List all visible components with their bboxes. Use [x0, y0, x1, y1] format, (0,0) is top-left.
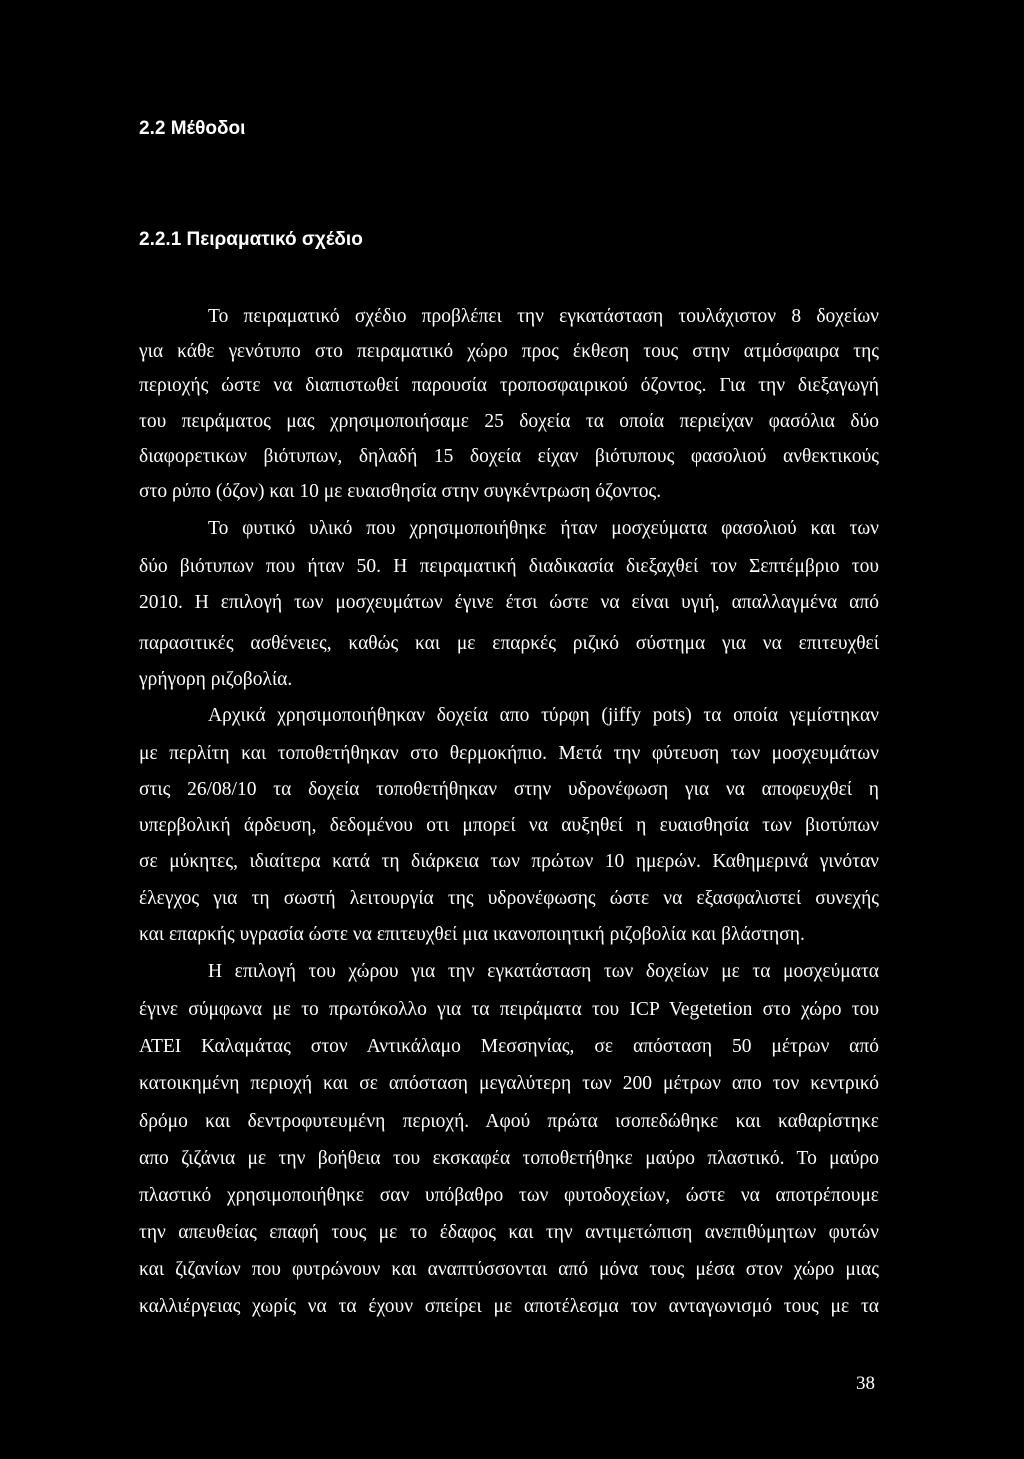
paragraph-line: και επαρκής υγρασία ώστε να επιτευχθεί μια ικανοποιητική ριζοβολία και βλάστηση. — [139, 924, 805, 945]
paragraph-line: με περλίτη και τοποθετήθηκαν στο θερμοκήπιο. Μετά την φύτευση των μοσχευμάτων — [139, 743, 879, 764]
paragraph-line: ΑΤΕΙ Καλαμάτας στον Αντικάλαμο Μεσσηνίας, σε απόσταση 50 μέτρων από — [139, 1036, 879, 1057]
section-title: 2.2 Μέθοδοι — [139, 118, 246, 139]
page-number: 38 — [856, 1373, 875, 1394]
paragraph-line: για κάθε γενότυπο στο πειραματικό χώρο προς έκθεση τους στην ατμόσφαιρα της — [139, 341, 879, 362]
paragraph-line: πλαστικό χρησιμοποιήθηκε σαν υπόβαθρο των φυτοδοχείων, ώστε να αποτρέπουμε — [139, 1185, 879, 1206]
subsection-title: 2.2.1 Πειραματικό σχέδιο — [139, 229, 363, 250]
paragraph-line: και ζιζανίων που φυτρώνουν και αναπτύσσονται από μόνα τους μέσα στον χώρο μιας — [139, 1259, 879, 1280]
paragraph-line: την απευθείας επαφή τους με το έδαφος και την αντιμετώπιση ανεπιθύμητων φυτών — [139, 1222, 879, 1243]
paragraph-line: Αρχικά χρησιμοποιήθηκαν δοχεία απο τύρφη (jiffy pots) τα οποία γεμίστηκαν — [208, 705, 879, 726]
paragraph-line: 2010. Η επιλογή των μοσχευμάτων έγινε έτσι ώστε να είναι υγιή, απαλλαγμένα από — [139, 592, 879, 613]
paragraph-line: παρασιτικές ασθένειες, καθώς και με επαρκές ριζικό σύστημα για να επιτευχθεί — [139, 633, 879, 654]
paragraph-line: απο ζιζάνια με την βοήθεια του εκσκαφέα τοποθετήθηκε μαύρο πλαστικό. Το μαύρο — [139, 1148, 879, 1169]
paragraph-line: Το φυτικό υλικό που χρησιμοποιήθηκε ήταν μοσχεύματα φασολιού και των — [208, 518, 879, 539]
paragraph-line: περιοχής ώστε να διαπιστωθεί παρουσία τροποσφαιρικού όζοντος. Για την διεξαγωγή — [139, 375, 879, 396]
paragraph-line: δύο βιότυπων που ήταν 50. Η πειραματική διαδικασία διεξαχθεί τον Σεπτέμβριο του — [139, 556, 879, 577]
paragraph-line: σε μύκητες, ιδιαίτερα κατά τη διάρκεια των πρώτων 10 ημερών. Καθημερινά γινόταν — [139, 851, 879, 872]
paragraph-line: γρήγορη ριζοβολία. — [139, 669, 293, 690]
paragraph-line: έγινε σύμφωνα με το πρωτόκολλο για τα πειράματα του ICP Vegetetion στο χώρο του — [139, 999, 879, 1020]
paragraph-line: Η επιλογή του χώρου για την εγκατάσταση των δοχείων με τα μοσχεύματα — [208, 961, 879, 982]
paragraph-line: κατοικημένη περιοχή και σε απόσταση μεγαλύτερη των 200 μέτρων απο τον κεντρικό — [139, 1073, 879, 1094]
paragraph-line: καλλιέργειας χωρίς να τα έχουν σπείρει με αποτέλεσμα τον ανταγωνισμό τους με τα — [139, 1296, 879, 1317]
paragraph-line: του πειράματος μας χρησιμοποιήσαμε 25 δοχεία τα οποία περιείχαν φασόλια δύο — [139, 411, 879, 432]
paragraph-line: διαφορετικων βιότυπων, δηλαδή 15 δοχεία είχαν βιότυπους φασολιού ανθεκτικούς — [139, 446, 879, 467]
paragraph-line: στο ρύπο (όζον) και 10 με ευαισθησία στην συγκέντρωση όζοντος. — [139, 481, 662, 502]
paragraph-line: στις 26/08/10 τα δοχεία τοποθετήθηκαν στην υδρονέφωση για να αποφευχθεί η — [139, 779, 879, 800]
paragraph-line: δρόμο και δεντροφυτευμένη περιοχή. Αφού πρώτα ισοπεδώθηκε και καθαρίστηκε — [139, 1111, 879, 1132]
paragraph-line: Το πειραματικό σχέδιο προβλέπει την εγκατάσταση τουλάχιστον 8 δοχείων — [208, 306, 879, 327]
paragraph-line: υπερβολική άρδευση, δεδομένου οτι μπορεί να αυξηθεί η ευαισθησία των βιοτύπων — [139, 815, 879, 836]
paragraph-line: έλεγχος για τη σωστή λειτουργία της υδρονέφωσης ώστε να εξασφαλιστεί συνεχής — [139, 888, 879, 909]
